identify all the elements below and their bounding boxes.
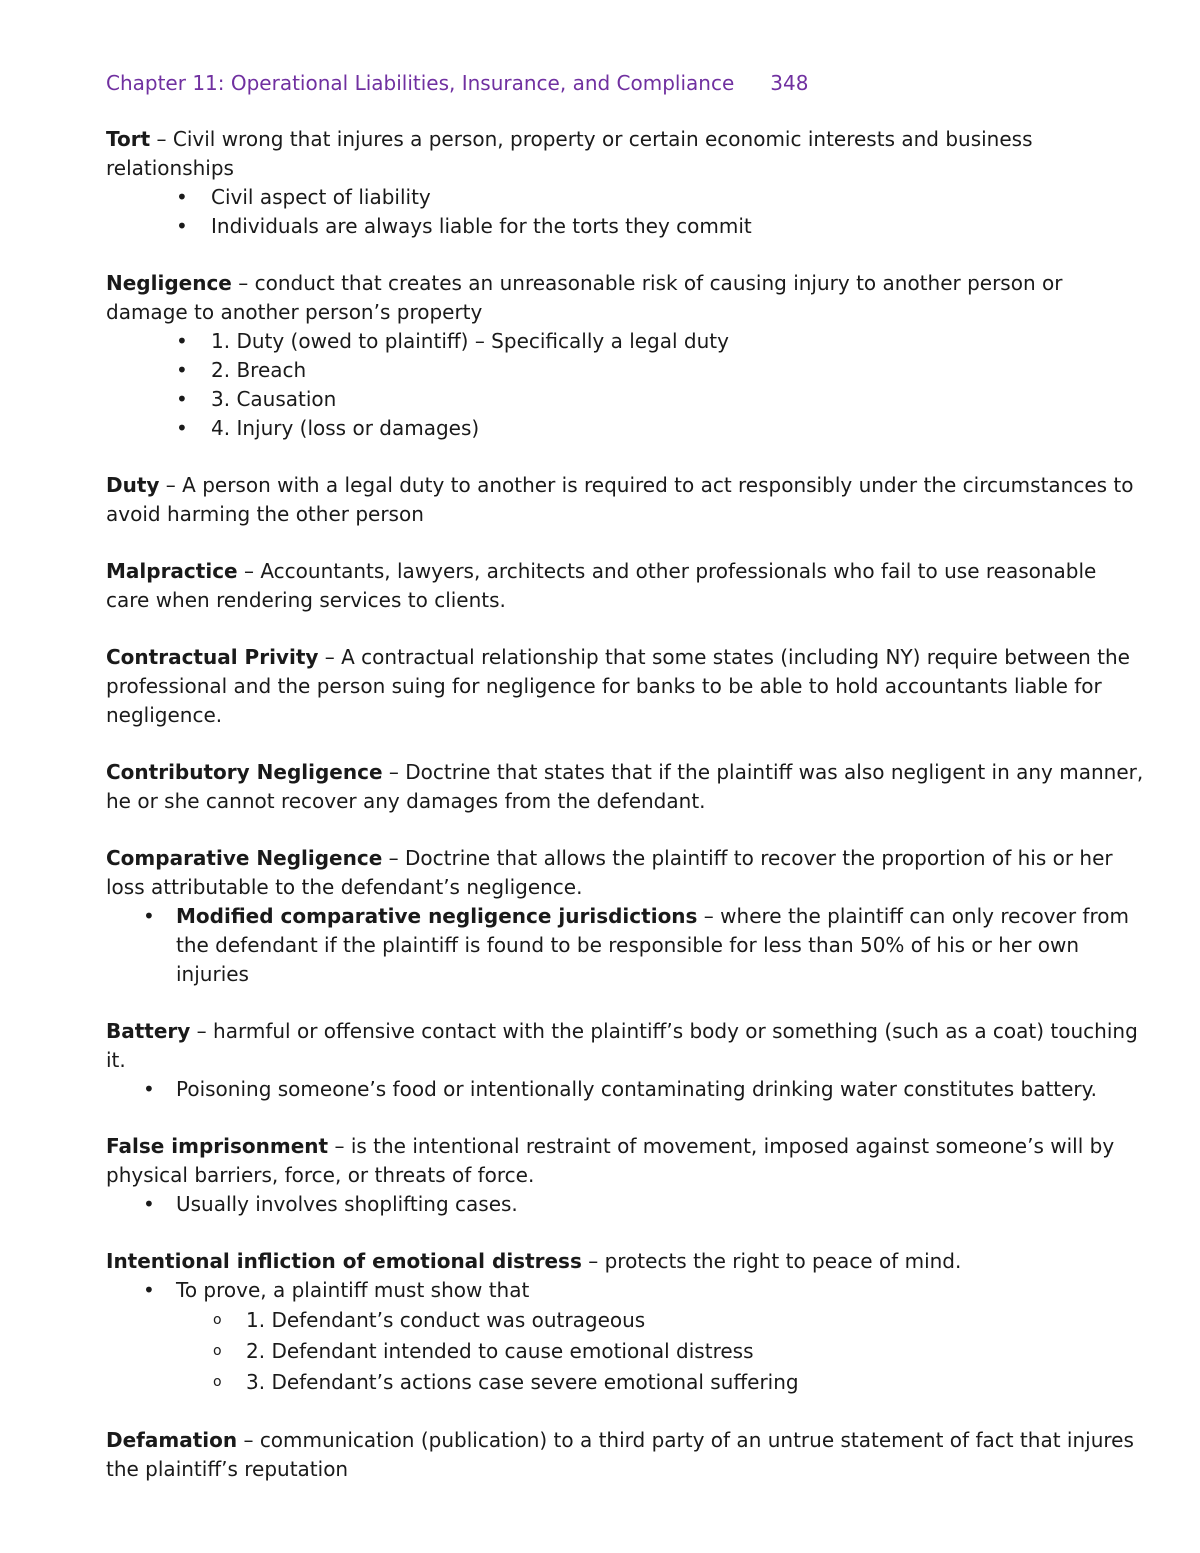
entry-duty: [106, 471, 1146, 529]
term-label: Malpractice: [106, 559, 238, 583]
definition-paragraph: Malpractice – Accountants, lawyers, architects and other professionals who fail to use reasonable care when rendering services to clients.: [106, 559, 1097, 612]
bullet-list: [106, 1075, 1146, 1104]
bullet-list: [106, 1276, 1146, 1398]
list-item: • Usually involves shoplifting cases.: [176, 1190, 1146, 1219]
term-label: Battery: [106, 1019, 191, 1043]
term-label: Contractual Privity: [106, 645, 319, 669]
entry-contributory-negligence: [106, 758, 1146, 816]
bullet-list: [106, 327, 1146, 443]
term-label: Duty: [106, 473, 160, 497]
sub-bullet-list: [176, 1305, 1146, 1398]
sub-list-item: o 1. Defendant’s conduct was outrageous: [246, 1305, 1146, 1336]
list-item: • 3. Causation: [211, 385, 1146, 414]
list-item: • 1. Duty (owed to plaintiff) – Specifically a legal duty: [211, 327, 1146, 356]
bullet-list: [106, 183, 1146, 241]
definition-paragraph: Negligence – conduct that creates an unreasonable risk of causing injury to another person or damage to another person’s property: [106, 271, 1063, 324]
definition-text: communication (publication) to a third party of an untrue statement of fact that injures the plaintiff’s reputation: [106, 1428, 1134, 1481]
entry-negligence: [106, 269, 1146, 443]
definition-paragraph: Battery – harmful or offensive contact with the plaintiff’s body or something (such as a coat) touching it.: [106, 1019, 1138, 1072]
bullet-list: [106, 1190, 1146, 1219]
entry-false-imprisonment: [106, 1132, 1146, 1219]
term-label: Comparative Negligence: [106, 846, 383, 870]
chapter-title: Chapter 11: Operational Liabilities, Insurance, and Compliance: [106, 71, 735, 95]
definition-text: A person with a legal duty to another is required to act responsibly under the circumstances to avoid harming the other person: [106, 473, 1134, 526]
definition-paragraph: Contributory Negligence – Doctrine that states that if the plaintiff was also negligent in any manner, he or she cannot recover any damages from the defendant.: [106, 760, 1144, 813]
definition-paragraph: False imprisonment – is the intentional restraint of movement, imposed against someone’s will by physical barriers, force, or threats of force.: [106, 1134, 1115, 1187]
sub-term-label: Modified comparative negligence jurisdictions: [176, 904, 698, 928]
list-item: • 2. Breach: [211, 356, 1146, 385]
list-item: • 4. Injury (loss or damages): [211, 414, 1146, 443]
entry-malpractice: [106, 557, 1146, 615]
entry-tort: [106, 125, 1146, 241]
definition-text: A contractual relationship that some states (including NY) require between the professional and the person suing for negligence for banks to be able to hold accountants liable for negligence.: [106, 645, 1130, 727]
list-item: • Civil aspect of liability: [211, 183, 1146, 212]
list-item: • Individuals are always liable for the torts they commit: [211, 212, 1146, 241]
page-number: 348: [770, 71, 809, 95]
definition-text: harmful or offensive contact with the plaintiff’s body or something (such as a coat) touching it.: [106, 1019, 1138, 1072]
term-label: Defamation: [106, 1428, 238, 1452]
entry-emotional-distress: [106, 1247, 1146, 1398]
definition-text: Civil wrong that injures a person, property or certain economic interests and business relationships: [106, 127, 1033, 180]
term-label: Tort: [106, 127, 151, 151]
document-page: [106, 68, 1146, 1512]
definition-paragraph: Contractual Privity – A contractual relationship that some states (including NY) require between the professional and the person suing for negligence for banks to be able to hold accountants liable for negligence.: [106, 645, 1130, 727]
definition-text: is the intentional restraint of movement, imposed against someone’s will by physical barriers, force, or threats of force.: [106, 1134, 1115, 1187]
entry-comparative-negligence: [106, 844, 1146, 989]
definition-text: Doctrine that allows the plaintiff to recover the proportion of his or her loss attributable to the defendant’s negligence.: [106, 846, 1113, 899]
definition-paragraph: Tort – Civil wrong that injures a person, property or certain economic interests and business relationships: [106, 127, 1033, 180]
definition-paragraph: Comparative Negligence – Doctrine that allows the plaintiff to recover the proportion of his or her loss attributable to the defendant’s negligence.: [106, 846, 1113, 899]
definition-paragraph: Intentional infliction of emotional distress – protects the right to peace of mind.: [106, 1249, 962, 1273]
term-label: Intentional infliction of emotional distress: [106, 1249, 582, 1273]
entry-battery: [106, 1017, 1146, 1104]
definition-text: Doctrine that states that if the plaintiff was also negligent in any manner, he or she cannot recover any damages from the defendant.: [106, 760, 1144, 813]
list-item: • Poisoning someone’s food or intentionally contaminating drinking water constitutes battery.: [176, 1075, 1146, 1104]
term-label: Negligence: [106, 271, 232, 295]
definition-text: protects the right to peace of mind.: [604, 1249, 962, 1273]
definition-text: conduct that creates an unreasonable risk of causing injury to another person or damage to another person’s property: [106, 271, 1063, 324]
definition-text: Accountants, lawyers, architects and other professionals who fail to use reasonable care when rendering services to clients.: [106, 559, 1097, 612]
sub-list-item: o 2. Defendant intended to cause emotional distress: [246, 1336, 1146, 1367]
sub-definition-text: where the plaintiff can only recover from the defendant if the plaintiff is found to be responsible for less than 50% of his or her own injuries: [176, 904, 1129, 986]
bullet-list: [106, 902, 1146, 989]
entry-defamation: [106, 1426, 1146, 1484]
list-item: • Modified comparative negligence jurisdictions – where the plaintiff can only recover from the defendant if the plaintiff is found to be responsible for less than 50% of his or her own injuries: [176, 902, 1146, 989]
term-label: Contributory Negligence: [106, 760, 383, 784]
entry-contractual-privity: [106, 643, 1146, 730]
list-item: • To prove, a plaintiff must show that o 1. Defendant’s conduct was outrageous o 2. Defendant intended to cause emotional distress o 3. Defendant’s actions case severe emotional suffering: [176, 1276, 1146, 1398]
term-label: False imprisonment: [106, 1134, 329, 1158]
definition-paragraph: Duty – A person with a legal duty to another is required to act responsibly under the circumstances to avoid harming the other person: [106, 473, 1134, 526]
sub-list-item: o 3. Defendant’s actions case severe emotional suffering: [246, 1367, 1146, 1398]
definition-paragraph: Defamation – communication (publication) to a third party of an untrue statement of fact that injures the plaintiff’s reputation: [106, 1428, 1134, 1481]
page-header: [106, 68, 1146, 98]
